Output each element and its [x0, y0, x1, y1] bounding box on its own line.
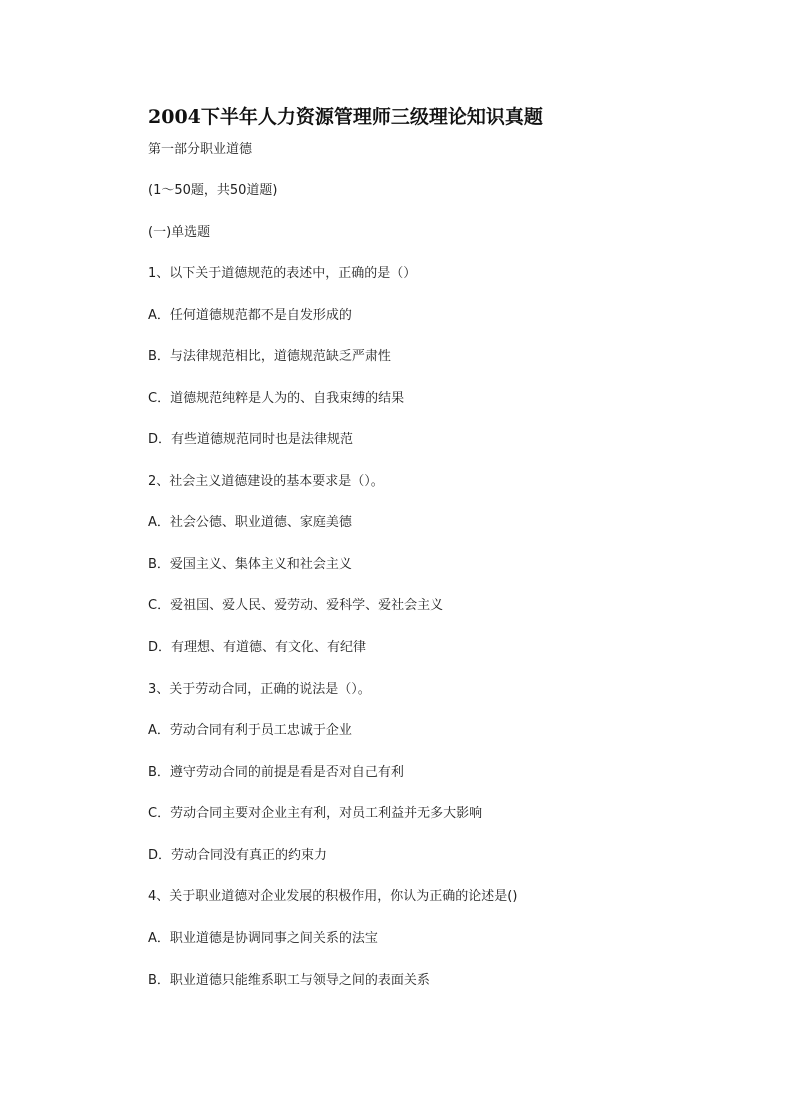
question-option: B．遵守劳动合同的前提是看是否对自己有利: [148, 765, 404, 780]
question-option: A．劳动合同有利于员工忠诚于企业: [148, 723, 352, 738]
question-option: A．任何道德规范都不是自发形成的: [148, 308, 352, 323]
question-stem: 3、关于劳动合同，正确的说法是（）。: [148, 682, 371, 697]
question-option: C．劳动合同主要对企业主有利，对员工利益并无多大影响: [148, 806, 483, 821]
question-stem: 1、以下关于道德规范的表述中，正确的是（）: [148, 266, 417, 281]
question-option: A．职业道德是协调同事之间关系的法宝: [148, 931, 378, 946]
document-title: 2004下半年人力资源管理师三级理论知识真题: [148, 106, 543, 128]
question-option: B．与法律规范相比，道德规范缺乏严肃性: [148, 349, 391, 364]
question-stem: 2、社会主义道德建设的基本要求是（）。: [148, 474, 384, 489]
question-option: C．爱祖国、爱人民、爱劳动、爱科学、爱社会主义: [148, 598, 444, 613]
question-option: D．有理想、有道德、有文化、有纪律: [148, 640, 367, 655]
part-heading: 第一部分职业道德: [148, 142, 253, 157]
question-option: B．职业道德只能维系职工与领导之间的表面关系: [148, 973, 430, 988]
question-stem: 4、关于职业道德对企业发展的积极作用，你认为正确的论述是(): [148, 889, 518, 904]
section-heading: (一)单选题: [148, 225, 211, 240]
question-option: C．道德规范纯粹是人为的、自我束缚的结果: [148, 391, 405, 406]
question-range: (1～50题，共50道题): [148, 183, 278, 198]
question-option: A．社会公德、职业道德、家庭美德: [148, 515, 352, 530]
question-option: D．有些道德规范同时也是法律规范: [148, 432, 354, 447]
question-option: B．爱国主义、集体主义和社会主义: [148, 557, 352, 572]
question-option: D．劳动合同没有真正的约束力: [148, 848, 328, 863]
